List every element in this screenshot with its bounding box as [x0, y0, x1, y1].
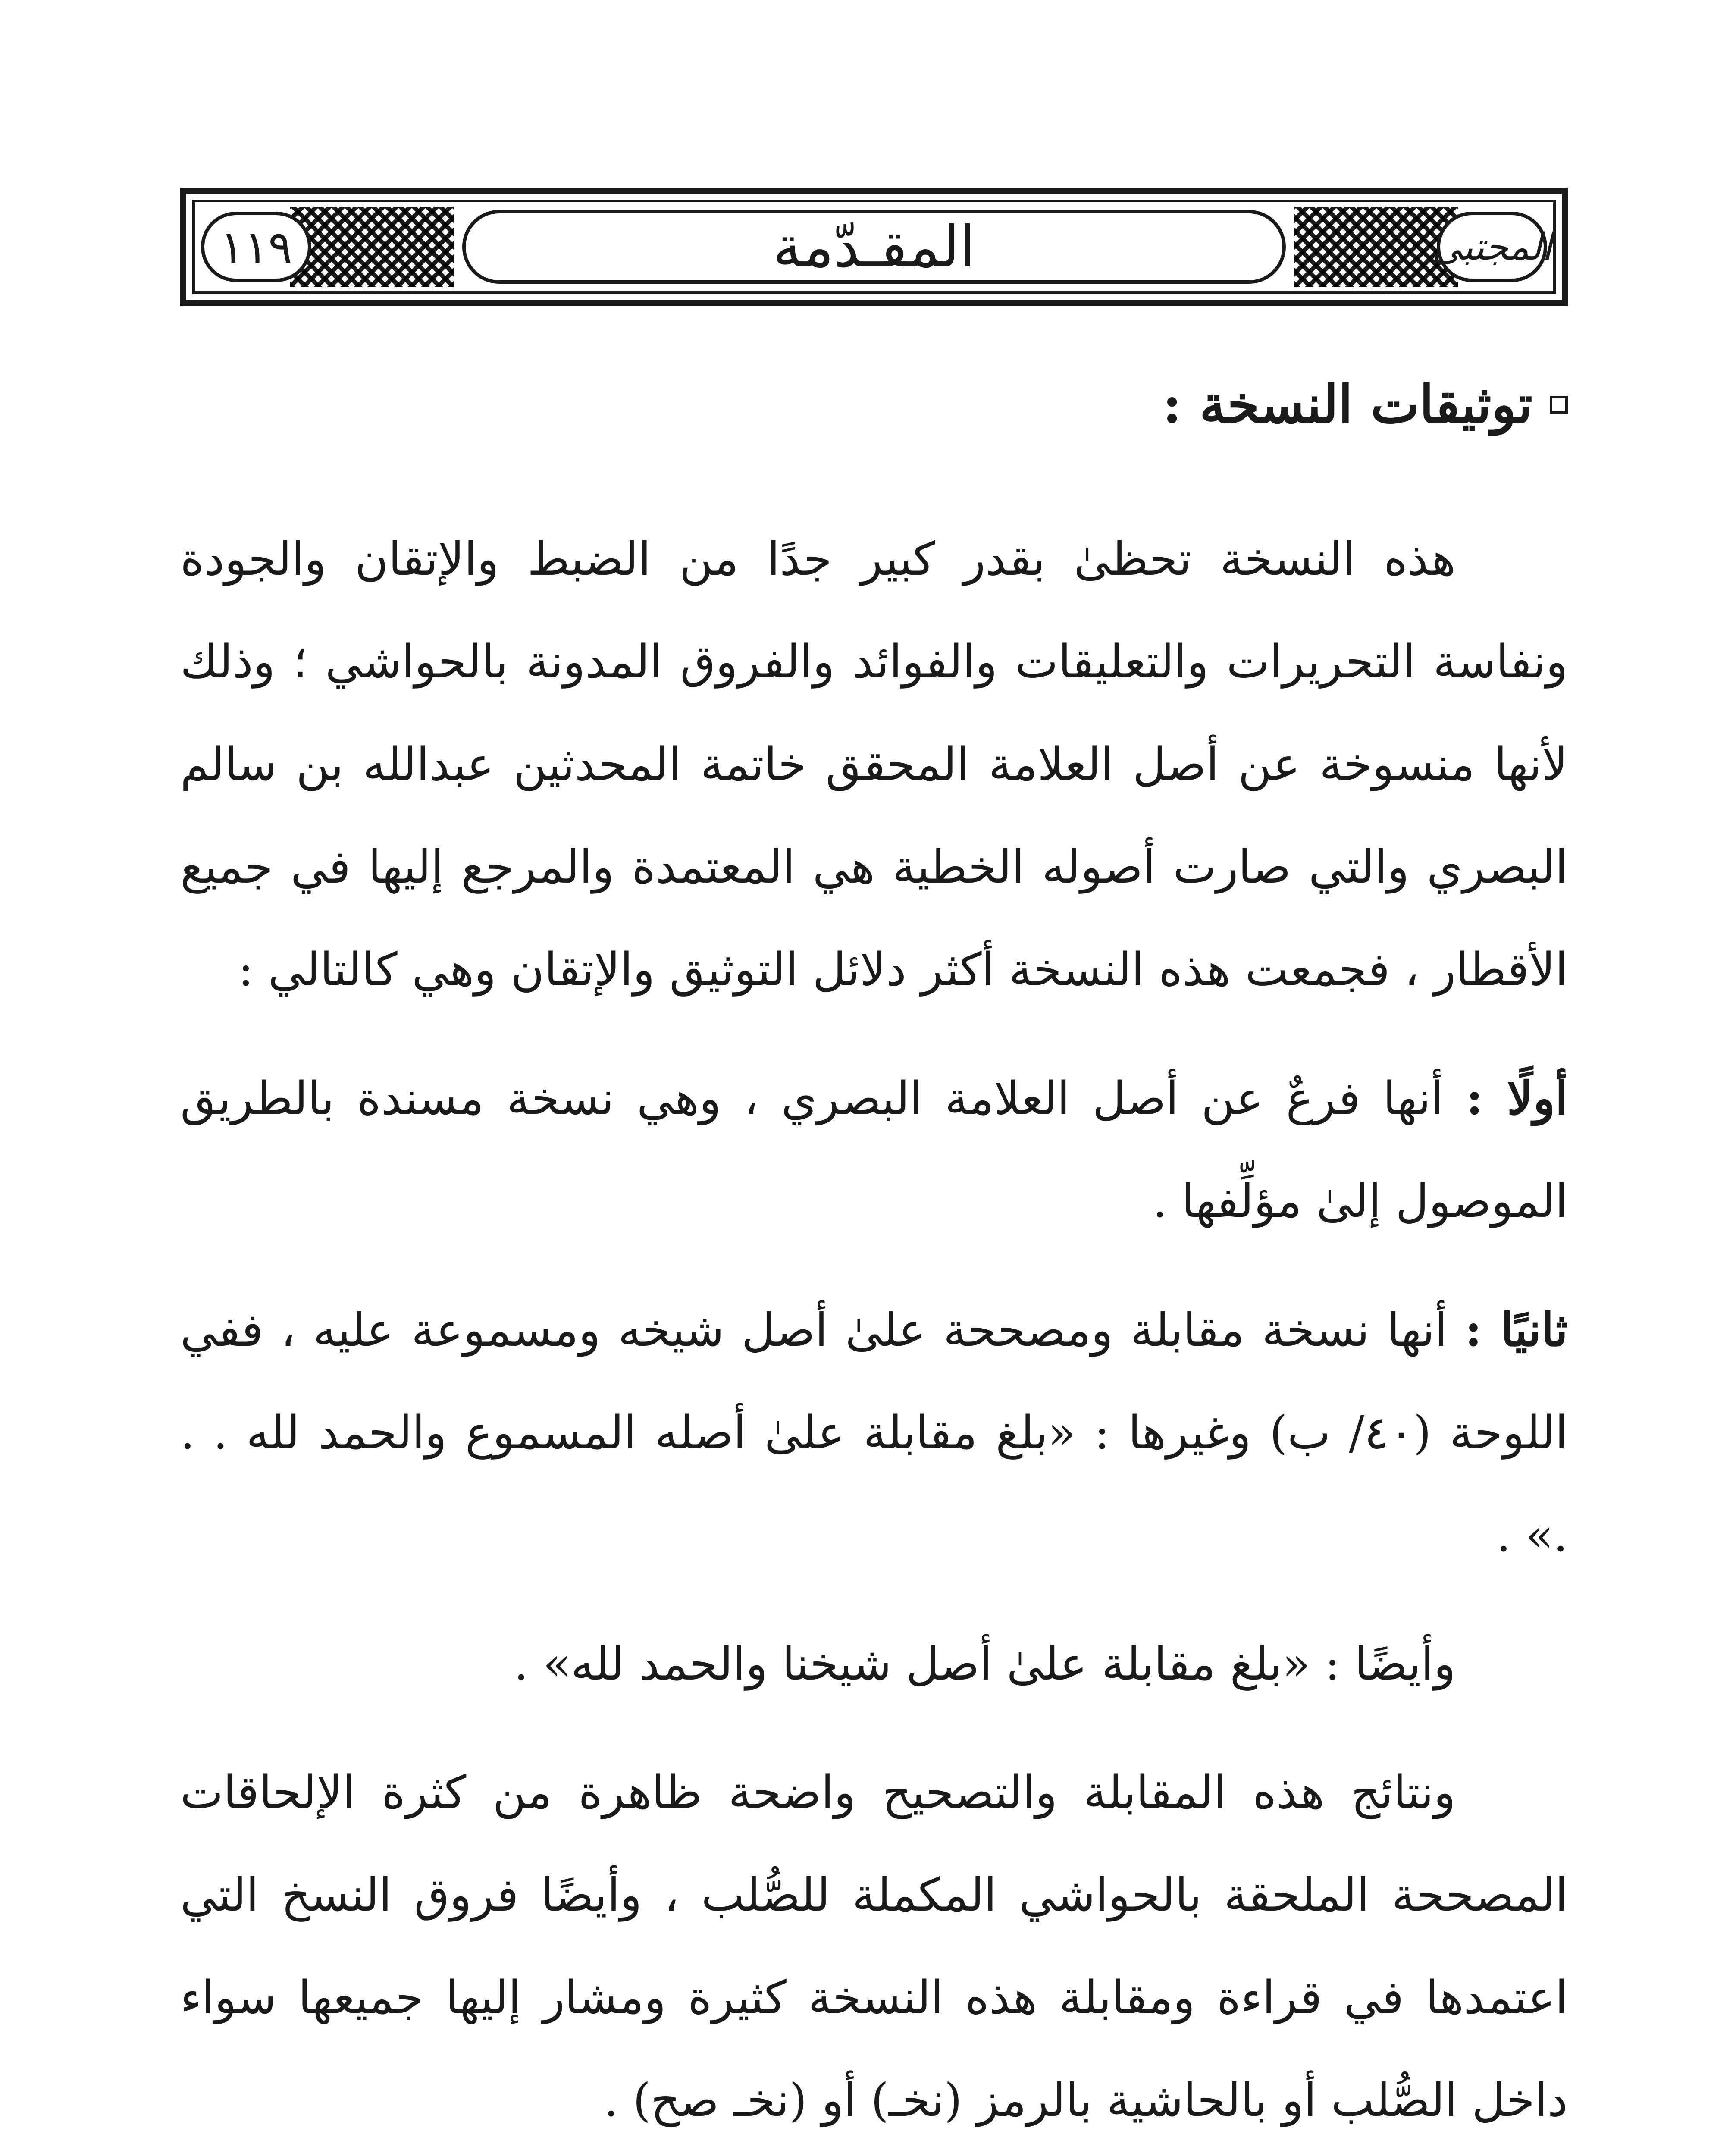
paragraph-lead: ثانيًا :: [1465, 1303, 1568, 1357]
paragraph-text: أنها فرعٌ عن أصل العلامة البصري ، وهي نسخة مسندة بالطريق الموصول إلىٰ مؤلِّفها .: [180, 1072, 1568, 1228]
header-frame: [192, 200, 1556, 294]
paragraph-1: [180, 508, 1568, 1021]
section-title: توثيقات النسخة :: [1162, 374, 1532, 435]
paragraph-text: ونتائج هذه المقابلة والتصحيح واضحة ظاهرة من كثرة الإلحاقات المصححة الملحقة بالحواشي المكملة للصُّلب ، وأيضًا فروق النسخ التي اعتمدها في قراءة ومقابلة هذه النسخة كثيرة ومشار إليها جميعها سواء داخل الصُّلب أو بالحاشية بالرمز (نخـ) أو (نخـ صح) .: [180, 1766, 1568, 2127]
paragraph-3: [180, 1279, 1568, 1587]
paragraph-text: أنها نسخة مقابلة ومصححة علىٰ أصل شيخه ومسموعة عليه ، ففي اللوحة (٤٠/ ب) وغيرها : «بلغ مقابلة علىٰ أصله المسموع والحمد لله . . .» .: [180, 1304, 1568, 1562]
ornament-left: [290, 207, 454, 287]
paragraph-text: هذه النسخة تحظىٰ بقدر كبير جدًا من الضبط والإتقان والجودة ونفاسة التحريرات والتعليقات والفوائد والفروق المدونة بالحواشي ؛ وذلك لأنها منسوخة عن أصل العلامة المحقق خاتمة المحدثين عبدالله بن سالم البصري والتي صارت أصوله الخطية هي المعتمدة والمرجع إليها في جميع الأقطار ، فجمعت هذه النسخة أكثر دلائل التوثيق والإتقان وهي كالتالي :: [180, 533, 1568, 996]
section-heading: [180, 354, 1568, 456]
paragraph-2: [180, 1047, 1568, 1253]
paragraph-5: [180, 1741, 1568, 2152]
header-title-box: [462, 210, 1286, 284]
page-number: ١١٩: [201, 212, 311, 282]
paragraph-4: [180, 1613, 1568, 1715]
page-title: المقـدّمة: [773, 213, 975, 280]
square-bullet-icon: [1550, 396, 1568, 414]
page-body: [180, 354, 1568, 2156]
book-emblem: المجتبى: [1437, 212, 1547, 282]
paragraph-lead: أولًا :: [1466, 1071, 1568, 1125]
paragraph-text: وأيضًا : «بلغ مقابلة علىٰ أصل شيخنا والحمد لله» .: [514, 1637, 1456, 1690]
page-header: [180, 188, 1568, 306]
